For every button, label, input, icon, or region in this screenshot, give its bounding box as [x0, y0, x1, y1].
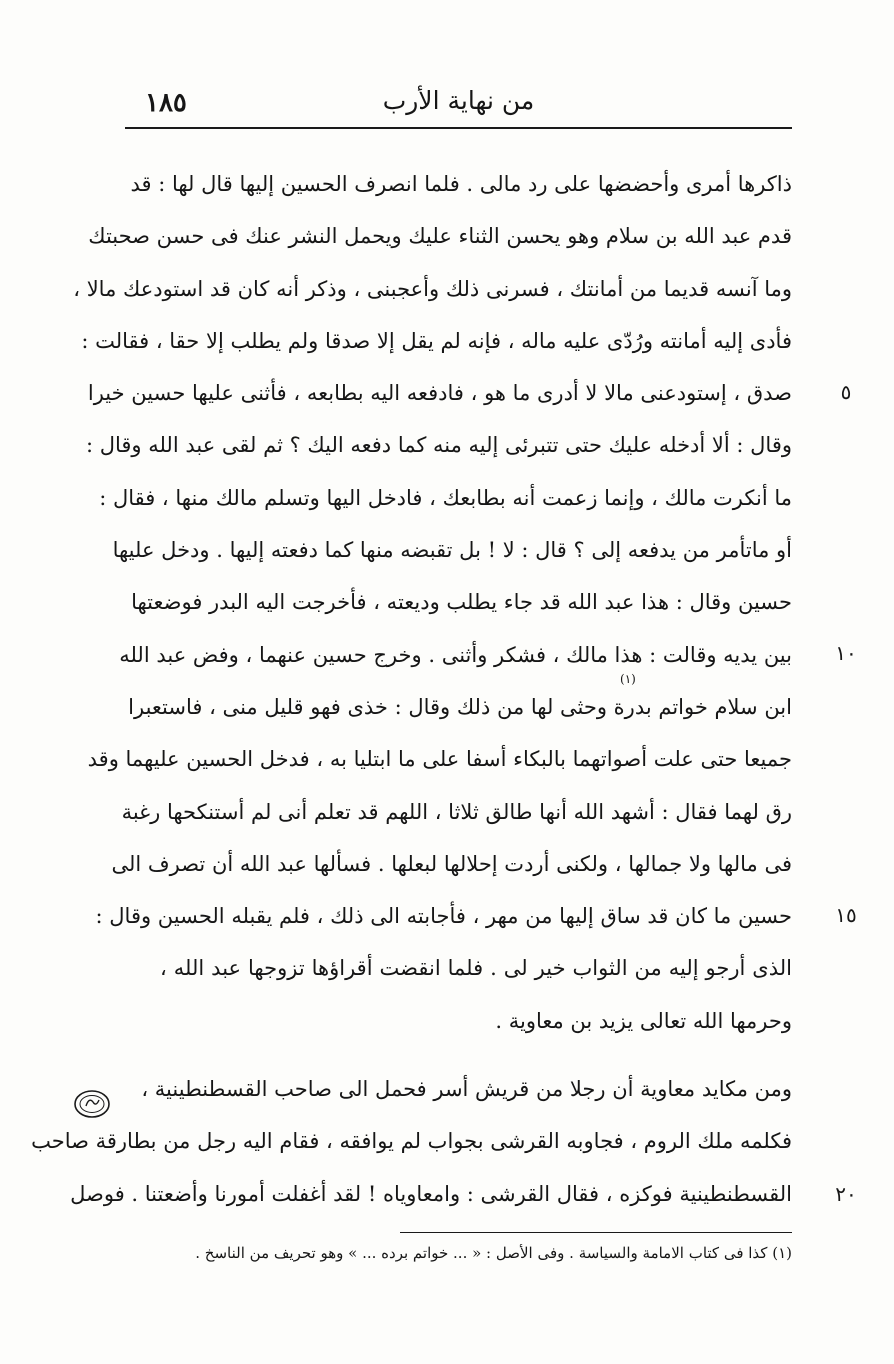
text-line: فى مالها ولا جمالها ، ولكنى أردت إحلالها لبعلها . فسألها عبد الله أن تصرف الى — [111, 851, 792, 876]
header-rule — [125, 127, 792, 129]
line-number-5: ٥ — [840, 380, 852, 404]
paragraph-gap — [160, 1047, 792, 1063]
line-number-10: ١٠ — [835, 641, 857, 665]
text-line: الذى أرجو إليه من الثواب خير لى . فلما انقضت أقراؤها تزوجها عبد الله ، — [160, 956, 792, 981]
footnote-reference-mark: (١) — [620, 672, 636, 686]
body-text — [31, 158, 792, 1220]
text-line: ذاكرها أمرى وأحضضها على رد مالى . فلما انصرف الحسين إليها قال لها : قد — [130, 172, 792, 196]
line-number-15: ١٥ — [835, 903, 857, 927]
text-line: فأدى إليه أمانته ورُدّى عليه ماله ، فإنه لم يقل إلا صدقا ولم يطلب إلا حقا ، فقالت : — [81, 328, 792, 353]
footnote: (١) كذا فى كتاب الامامة والسياسة . وفى الأصل : « ... خواتم برده ... » وهو تحريف من الناسخ . — [195, 1244, 792, 1262]
running-title: من نهاية الأرب — [382, 86, 535, 115]
text-line: بين يديه وقالت : هذا مالك ، فشكر وأثنى . وخرج حسين عنهما ، وفض عبد الله — [119, 642, 792, 667]
text-line: أو ماتأمر من يدفعه إلى ؟ قال : لا ! بل تقبضه منها كما دفعته إليها . ودخل عليها — [112, 538, 792, 563]
text-line: قدم عبد الله بن سلام وهو يحسن الثناء عليك ويحمل النشر عنك فى حسن صحبتك — [88, 224, 792, 249]
page-number: ١٨٥ — [145, 88, 187, 118]
text-line-short: وحرمها الله تعالى يزيد بن معاوية . — [495, 1008, 792, 1033]
line-number-20: ٢٠ — [835, 1182, 857, 1206]
text-line: رق لهما فقال : أشهد الله أنها طالق ثلاثا ، اللهم قد تعلم أنى لم أستنكحها رغبة — [121, 799, 792, 824]
folio-ornament-icon — [72, 1086, 112, 1122]
page-header — [125, 82, 792, 126]
text-line: جميعا حتى علت أصواتهما بالبكاء أسفا على ما ابتليا به ، فدخل الحسين عليهما وقد — [87, 747, 792, 772]
text-line: ما أنكرت مالك ، وإنما زعمت أنه بطابعك ، فادخل اليها وتسلم مالك منها ، فقال : — [99, 485, 792, 510]
text-line: حسين وقال : هذا عبد الله قد جاء يطلب وديعته ، فأخرجت اليه البدر فوضعتها — [131, 590, 792, 615]
text-line: ابن سلام خواتم بدرة وحثى لها من ذلك وقال : خذى فهو قليل منى ، فاستعبرا — [128, 694, 792, 719]
text-line: حسين ما كان قد ساق إليها من مهر ، فأجابته الى ذلك ، فلم يقبله الحسين وقال : — [95, 904, 792, 929]
text-line: صدق ، إستودعنى مالا لا أدرى ما هو ، فادفعه اليه بطابعه ، فأثنى عليها حسين خيرا — [87, 381, 792, 406]
text-line: وقال : ألا أدخله عليك حتى تتبرئى إليه منه كما دفعه اليك ؟ ثم لقى عبد الله وقال : — [85, 433, 792, 458]
footnote-rule — [400, 1232, 792, 1233]
text-line: القسطنطينية فوكزه ، فقال القرشى : وامعاوياه ! لقد أغفلت أمورنا وأضعتنا . فوصل — [70, 1181, 792, 1206]
text-line: فكلمه ملك الروم ، فجاوبه القرشى بجواب لم يوافقه ، فقام اليه رجل من بطارقة صاحب — [31, 1129, 792, 1154]
text-line: ومن مكايد معاوية أن رجلا من قريش أسر فحمل الى صاحب القسطنطينية ، — [141, 1077, 792, 1102]
text-line: وما آنسه قديما من أمانتك ، فسرنى ذلك وأعجبنى ، وذكر أنه كان قد استودعك مالا ، — [73, 276, 792, 301]
